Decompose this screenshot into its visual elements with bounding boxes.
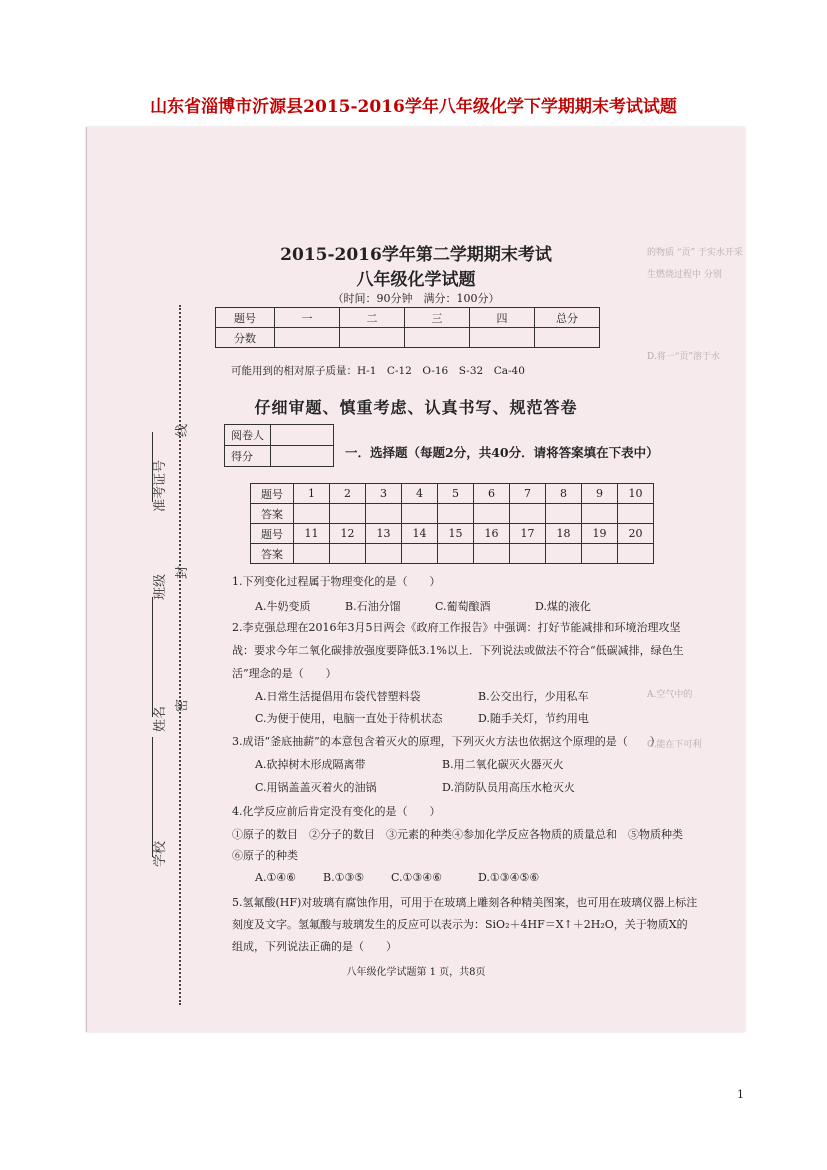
q4-items-cont: ⑥原子的种类 — [232, 849, 298, 862]
answer-cell — [294, 504, 330, 524]
answer-cell — [546, 504, 582, 524]
section-1-heading: 一．选择题（每题2分，共40分．请将答案填在下表中） — [345, 445, 659, 460]
q4-items: ①原子的数目 ②分子的数目 ③元素的种类④参加化学反应各物质的质量总和 ⑤物质种类 — [232, 828, 683, 841]
question-number: 16 — [474, 524, 510, 544]
question-number: 17 — [510, 524, 546, 544]
secret-label: 密 — [175, 698, 190, 712]
question-number: 8 — [546, 484, 582, 504]
q1-option-c: C.葡萄酿酒 — [435, 600, 491, 613]
answer-number-label: 题号 — [251, 484, 294, 504]
answer-cell — [618, 504, 654, 524]
q4-option-b: B.①③⑤ — [323, 871, 365, 884]
question-5-line-3: 组成，下列说法正确的是（ ） — [232, 940, 397, 953]
q4-option-a: A.①④⑥ — [255, 871, 297, 884]
question-number: 18 — [546, 524, 582, 544]
q2-option-d: D.随手关灯，节约用电 — [478, 712, 589, 725]
score-row-label: 分数 — [216, 328, 275, 348]
answer-cell — [582, 504, 618, 524]
answer-cell — [474, 504, 510, 524]
answer-number-row-2 — [251, 524, 654, 544]
exam-motto: 仔细审题、慎重考虑、认真书写、规范答卷 — [254, 398, 578, 417]
score-table — [215, 307, 600, 348]
question-number: 11 — [294, 524, 330, 544]
score-cell — [340, 328, 405, 348]
exam-page-footer: 八年级化学试题第 1 页，共8页 — [346, 967, 486, 978]
exam-title: 2015-2016学年第二学期期末考试 — [280, 245, 552, 265]
seal-label: 封 — [175, 565, 190, 579]
score-header-cell: 题号 — [216, 308, 275, 328]
class-label: 班级 — [153, 573, 168, 600]
score-label: 得分 — [225, 446, 271, 467]
question-number: 14 — [402, 524, 438, 544]
question-5-line-2: 刻度及文字。氢氟酸与玻璃发生的反应可以表示为：SiO₂＋4HF＝X↑＋2H₂O，关于物质X的 — [232, 918, 688, 931]
question-number: 19 — [582, 524, 618, 544]
answer-cell — [438, 504, 474, 524]
q3-option-b: B.用二氧化碳灭火器灭火 — [442, 758, 564, 771]
question-number: 13 — [366, 524, 402, 544]
exam-subtitle: 八年级化学试题 — [356, 270, 476, 290]
question-5-line-1: 5.氢氟酸(HF)对玻璃有腐蚀作用，可用于在玻璃上雕刻各种精美图案，也可用在玻璃仪器上标注 — [232, 896, 698, 909]
page-number: 1 — [737, 1088, 744, 1101]
question-number: 10 — [618, 484, 654, 504]
answer-row-2 — [251, 544, 654, 564]
question-number: 15 — [438, 524, 474, 544]
q2-option-c: C.为便于使用，电脑一直处于待机状态 — [255, 712, 443, 725]
answer-number-label: 题号 — [251, 524, 294, 544]
answer-cell — [366, 544, 402, 564]
answer-cell — [546, 544, 582, 564]
score-cell — [470, 328, 535, 348]
q1-option-b: B.石油分馏 — [345, 600, 401, 613]
grader-cell — [271, 425, 334, 446]
answer-cell — [582, 544, 618, 564]
question-number: 2 — [330, 484, 366, 504]
q3-option-a: A.砍掉树木形成隔离带 — [255, 758, 366, 771]
score-header-cell: 三 — [405, 308, 470, 328]
question-number: 7 — [510, 484, 546, 504]
answer-cell — [618, 544, 654, 564]
answer-table — [250, 483, 654, 564]
q1-option-a: A.牛奶变质 — [255, 600, 311, 613]
q4-option-c: C.①③④⑥ — [391, 871, 442, 884]
document-title: 山东省淄博市沂源县2015-2016学年八年级化学下学期期末考试试题 — [150, 97, 677, 117]
score-cell — [405, 328, 470, 348]
question-number: 1 — [294, 484, 330, 504]
answer-cell — [402, 504, 438, 524]
q3-option-d: D.消防队员用高压水枪灭火 — [442, 781, 575, 794]
question-2-line-1: 2.李克强总理在2016年3月5日两会《政府工作报告》中强调：打好节能减排和环境治理攻坚 — [232, 621, 681, 634]
atomic-masses: 可能用到的相对原子质量：H-1 C-12 O-16 S-32 Ca-40 — [231, 365, 525, 377]
score-header-cell: 四 — [470, 308, 535, 328]
question-number: 9 — [582, 484, 618, 504]
grader-table — [224, 424, 334, 467]
question-number: 4 — [402, 484, 438, 504]
question-3: 3.成语“釜底抽薪”的本意包含着灭火的原理，下列灭火方法也依据这个原理的是（ ） — [232, 735, 661, 748]
score-cell — [275, 328, 340, 348]
question-4: 4.化学反应前后肯定没有变化的是（ ） — [232, 805, 441, 818]
exam-number-label: 准考证号 — [153, 459, 168, 512]
answer-cell — [402, 544, 438, 564]
class-underline — [152, 597, 153, 717]
answer-label: 答案 — [251, 504, 294, 524]
score-header-cell: 一 — [275, 308, 340, 328]
question-number: 5 — [438, 484, 474, 504]
answer-cell — [366, 504, 402, 524]
q2-option-b: B.公交出行，少用私车 — [478, 690, 589, 703]
exam-time-info: （时间：90分钟 满分：100分） — [332, 292, 500, 305]
answer-cell — [294, 544, 330, 564]
question-number: 3 — [366, 484, 402, 504]
answer-cell — [330, 504, 366, 524]
answer-cell — [474, 544, 510, 564]
grader-label: 阅卷人 — [225, 425, 271, 446]
grader-score-cell — [271, 446, 334, 467]
answer-cell — [510, 544, 546, 564]
q3-option-c: C.用锅盖盖灭着火的油锅 — [255, 781, 377, 794]
score-cell — [535, 328, 600, 348]
question-1: 1.下列变化过程属于物理变化的是（ ） — [232, 575, 441, 588]
answer-cell — [330, 544, 366, 564]
answer-number-row-1 — [251, 484, 654, 504]
question-2-line-3: 活”理念的是（ ） — [232, 667, 337, 680]
question-number: 12 — [330, 524, 366, 544]
name-label: 姓名 — [153, 705, 168, 732]
name-underline — [152, 737, 153, 857]
score-header-cell: 总分 — [535, 308, 600, 328]
line-label: 线 — [175, 423, 190, 437]
answer-row-1 — [251, 504, 654, 524]
scanned-exam-page: 的物质 “贡” 于实水开采 生燃烧过程中 分别 D.将一“贡”溶于水 A.空气中的 C.能在下可利 准考证号 线 班级 封 姓名 密 学校 2015-2016学年第二学期期末考试 八年级化学试题 （时间：90分钟 满分：100分） 题号 一 二 三 四 总分 分数 可能用到的相对原子质量：H-1 C-12 O-16 S-32 Ca-40 仔细审题、慎重考虑、认真书写、规范答卷 阅卷人 得分 一．选择题（每题2分，共40分．请将答案填在下表中） 题号 1 2 3 4 5 6 7 8 9 10 答案 题号 11 12 13 14 15 16 17 18 19 20 答案 1.下列变化过程属于物理变化的是（ ） A.牛奶变质 B.石油分馏 C.葡萄酿酒 D.煤的液化 2.李克强总理在2016年3月5日两会《政府工作报告》中强调：打好节能减排和环境治理攻坚 战：要求今年二氧化碳排放强度要降低3.1%以上．下列说法或做法不符合“低碳减排，绿色生 活”理念的是（ ） A.日常生活提倡用布袋代替塑料袋 B.公交出行，少用私车 C.为便于使用，电脑一直处于待机状态 D.随手关灯，节约用电 3.成语“釜底抽薪”的本意包含着灭火的原理，下列灭火方法也依据这个原理的是（ ） A.砍掉树木形成隔离带 B.用二氧化碳灭火器灭火 C.用锅盖盖灭着火的油锅 D.消防队员用高压水枪灭火 4.化学反应前后肯定没有变化的是（ ） ①原子的数目 ②分子的数目 ③元素的种类④参加化学反应各物质的质量总和 ⑤物质种类 ⑥原子的种类 A.①④⑥ B.①③⑤ C.①③④⑥ D.①③④⑤⑥ 5.氢氟酸(HF)对玻璃有腐蚀作用，可用于在玻璃上雕刻各种精美图案，也可用在玻璃仪器上标注 刻度及文字。氢氟酸与玻璃发生的反应可以表示为：SiO₂＋4HF＝X↑＋2H₂O，关于物质X的 组成，下列说法正确的是（ ） 八年级化学试题第 1 页，共8页 — [86, 127, 745, 1032]
school-label: 学校 — [153, 840, 168, 867]
question-number: 20 — [618, 524, 654, 544]
answer-cell — [510, 504, 546, 524]
q1-option-d: D.煤的液化 — [535, 600, 591, 613]
question-2-line-2: 战：要求今年二氧化碳排放强度要降低3.1%以上．下列说法或做法不符合“低碳减排，绿色生 — [232, 644, 684, 657]
q2-option-a: A.日常生活提倡用布袋代替塑料袋 — [255, 690, 421, 703]
answer-cell — [438, 544, 474, 564]
q4-option-d: D.①③④⑤⑥ — [478, 871, 540, 884]
question-number: 6 — [474, 484, 510, 504]
answer-label: 答案 — [251, 544, 294, 564]
score-header-cell: 二 — [340, 308, 405, 328]
